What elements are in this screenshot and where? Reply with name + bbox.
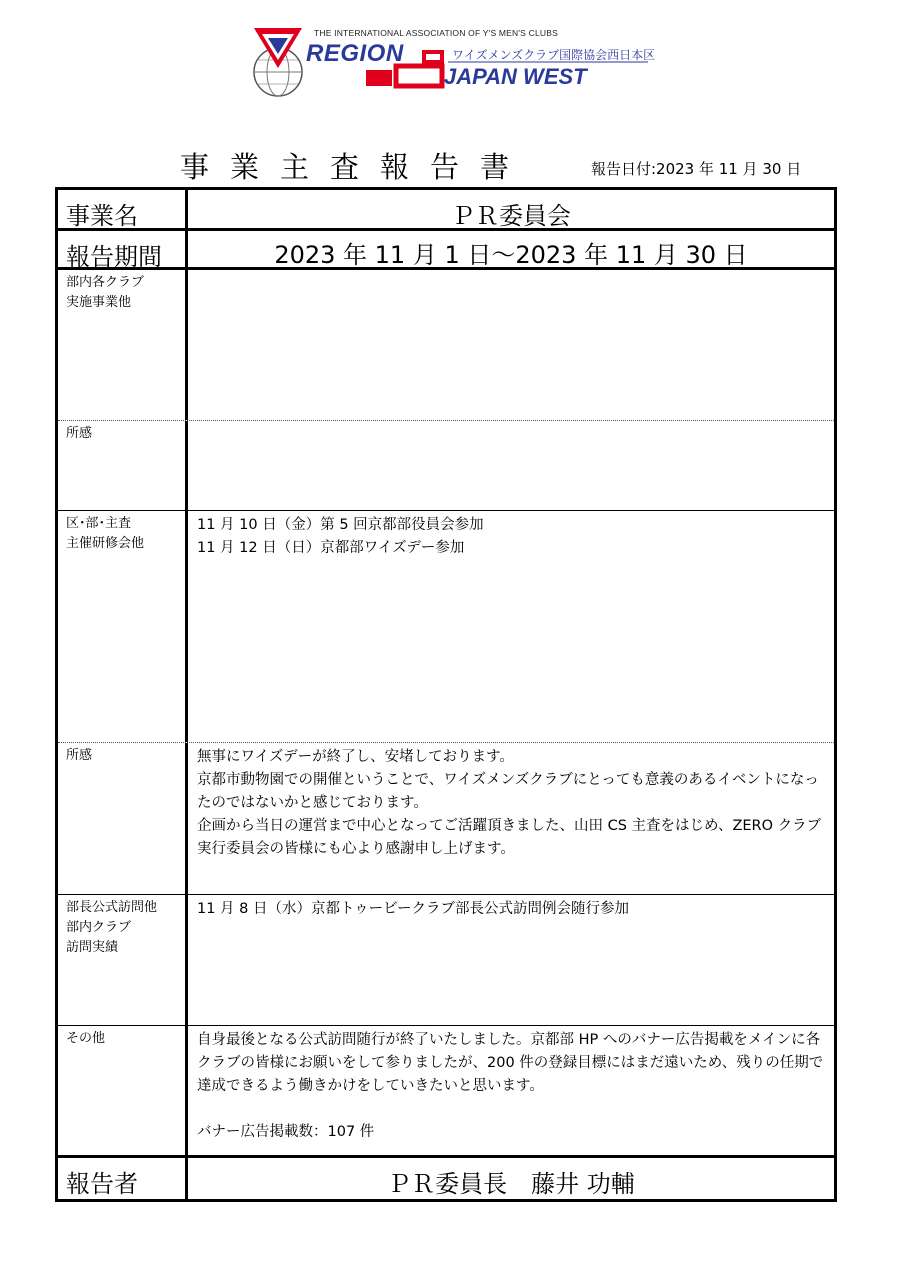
other-value	[188, 1026, 834, 1155]
club-impression-label: 所感	[58, 421, 188, 510]
period-value: 2023 年 11 月 1 日～2023 年 11 月 30 日	[274, 241, 748, 269]
text-line: 11 月 8 日（水）京都トゥービークラブ部長公式訪問例会随行参加	[197, 901, 630, 917]
club-activities-value	[188, 270, 834, 420]
document-title: 事業主査報告書	[180, 150, 531, 184]
official-visits-label: 部長公式訪問他 部内クラブ 訪問実績	[58, 895, 188, 1025]
row-training	[58, 511, 834, 743]
association-japanese-name: ワイズメンズクラブ国際協会西日本区	[452, 48, 656, 62]
text-line: 無事にワイズデーが終了し、安堵しております。	[197, 749, 514, 765]
row-other	[58, 1026, 834, 1158]
text-line	[197, 1098, 828, 1121]
row-project	[58, 190, 834, 231]
text-line: バナー広告掲載数：107 件	[197, 1124, 375, 1140]
text-line: 自身最後となる公式訪問随行が終了いたしました。京都部 HP へのバナー広告掲載をメインに各クラブの皆様にお願いをして参りましたが、200 件の登録目標にはまだ遠いため、残りの任期で達成できるよう働きかけをしていきたいと思います。	[197, 1032, 824, 1094]
reporter-label: 報告者	[58, 1158, 188, 1199]
training-impression-label: 所感	[58, 743, 188, 894]
row-club-activities	[58, 270, 834, 421]
period-label: 報告期間	[58, 231, 188, 267]
text-line: 京都市動物園での開催ということで、ワイズメンズクラブにとっても意義のあるイベントになったのではないかと感じております。	[197, 772, 819, 811]
row-period	[58, 231, 834, 270]
other-label: その他	[58, 1026, 188, 1155]
project-label: 事業名	[58, 190, 188, 228]
reporter-value: ＰＲ委員長 藤井 功輔	[387, 1170, 635, 1198]
row-club-impression	[58, 421, 834, 511]
training-impression-value	[188, 743, 834, 894]
club-impression-value	[188, 421, 834, 510]
training-label: 区･部･主査 主催研修会他	[58, 511, 188, 742]
row-reporter	[58, 1158, 834, 1199]
project-value: ＰＲ委員会	[451, 202, 571, 230]
japan-west-wordmark: JAPAN WEST	[444, 64, 587, 89]
organization-logo	[248, 22, 658, 98]
row-training-impression	[58, 743, 834, 895]
region-wordmark: REGION	[306, 40, 404, 67]
report-date: 報告日付:2023 年 11 月 30 日	[591, 160, 802, 178]
training-value	[188, 511, 834, 742]
text-line: 11 月 12 日（日）京都部ワイズデー参加	[197, 540, 465, 556]
text-line: 11 月 10 日（金）第 5 回京都部役員会参加	[197, 517, 484, 533]
club-activities-label: 部内各クラブ 実施事業他	[58, 270, 188, 420]
text-line: 企画から当日の運営まで中心となってご活躍頂きました、山田 CS 主査をはじめ、ZERO クラブ実行委員会の皆様にも心より感謝申し上げます。	[197, 818, 822, 857]
report-table	[55, 187, 837, 1202]
association-name: THE INTERNATIONAL ASSOCIATION OF Y'S MEN'S CLUBS	[314, 28, 558, 38]
row-official-visits	[58, 895, 834, 1026]
official-visits-value	[188, 895, 834, 1025]
